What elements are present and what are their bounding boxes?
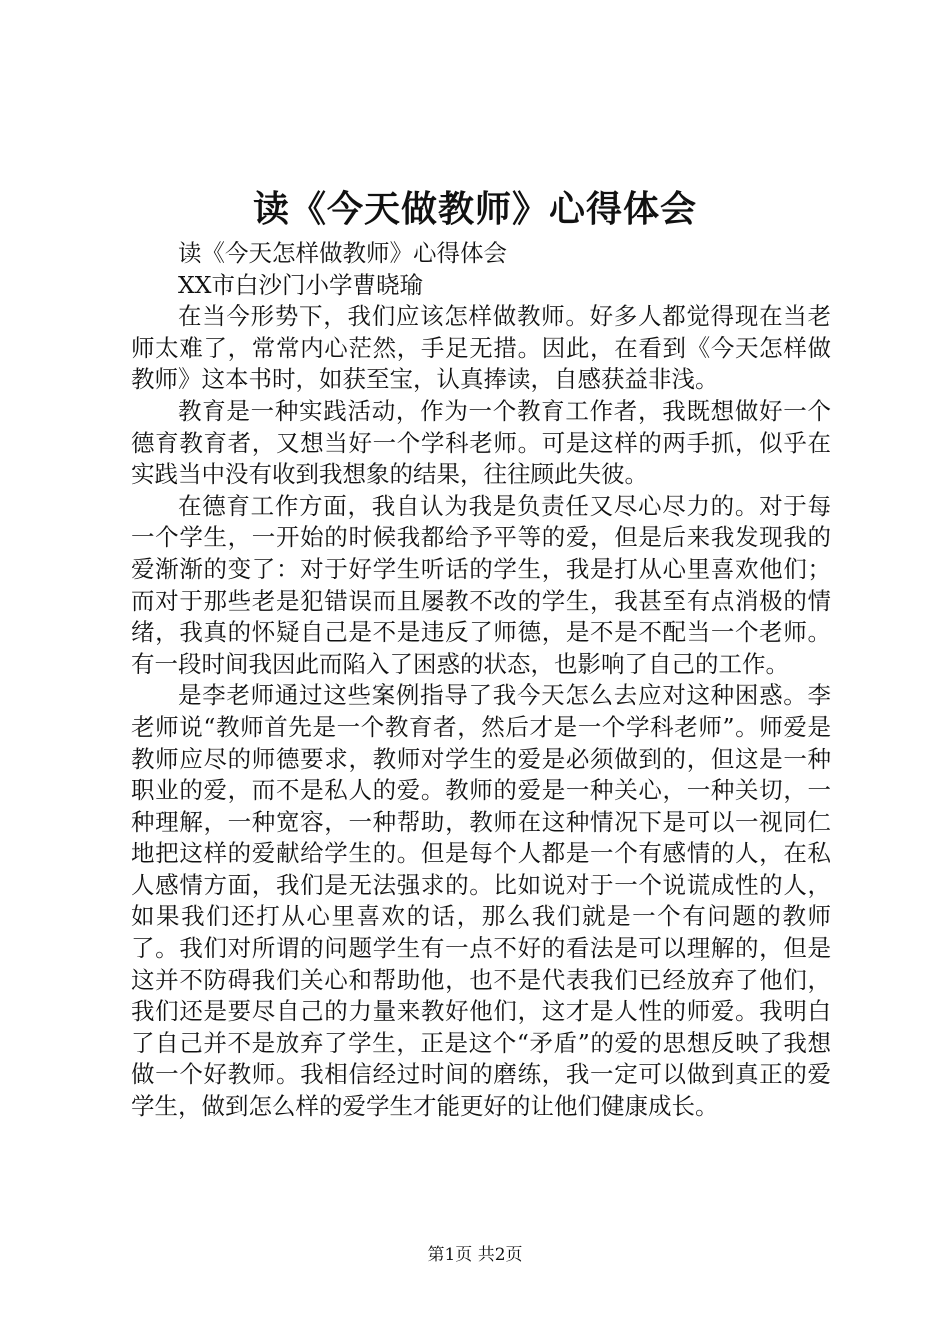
- document-title: 读《今天做教师》心得体会: [252, 188, 697, 230]
- author-line: XX市白沙门小学曹晓瑜: [178, 270, 423, 299]
- paragraph-2: 教育是一种实践活动，作为一个教育工作者，我既想做好一个德育教育者，又想当好一个学科老师。可是这样的两手抓，似乎在实践当中没有收到我想象的结果，往往顾此失彼。: [131, 396, 831, 489]
- paragraph-1: 在当今形势下，我们应该怎样做教师。好多人都觉得现在当老师太难了，常常内心茫然，手足无措。因此，在看到《今天怎样做教师》这本书时，如获至宝，认真捧读，自感获益非浅。: [131, 302, 831, 394]
- page-footer: 第1页 共2页: [427, 1245, 523, 1265]
- document-body: [131, 238, 831, 1123]
- subtitle-line: 读《今天怎样做教师》心得体会: [178, 239, 507, 267]
- paragraph-4: 是李老师通过这些案例指导了我今天怎么去应对这种困惑。李老师说“教师首先是一个教育者，然后才是一个学科老师”。师爱是教师应尽的师德要求，教师对学生的爱是必须做到的，但这是一种职业的爱，而不是私人的爱。教师的爱是一种关心，一种关切，一种理解，一种宽容，一种帮助，教师在这种情况下是可以一视同仁地把这样的爱献给学生的。但是每个人都是一个有感情的人，在私人感情方面，我们是无法强求的。比如说对于一个说谎成性的人，如果我们还打从心里喜欢的话，那么我们就是一个有问题的教师了。我们对所谓的问题学生有一点不好的看法是可以理解的，但是这并不防碍我们关心和帮助他，也不是代表我们已经放弃了他们，我们还是要尽自己的力量来教好他们，这才是人性的师爱。我明白了自己并不是放弃了学生，正是这个“矛盾”的爱的思想反映了我想做一个好教师。我相信经过时间的磨练，我一定可以做到真正的爱学生，做到怎么样的爱学生才能更好的让他们健康成长。: [131, 681, 831, 1121]
- paragraph-3: 在德育工作方面，我自认为我是负责任又尽心尽力的。对于每一个学生，一开始的时候我都给予平等的爱，但是后来我发现我的爱渐渐的变了：对于好学生听话的学生，我是打从心里喜欢他们；而对于那些老是犯错误而且屡教不改的学生，我甚至有点消极的情绪，我真的怀疑自己是不是违反了师德，是不是不配当一个老师。有一段时间我因此而陷入了困惑的状态，也影响了自己的工作。: [131, 491, 831, 678]
